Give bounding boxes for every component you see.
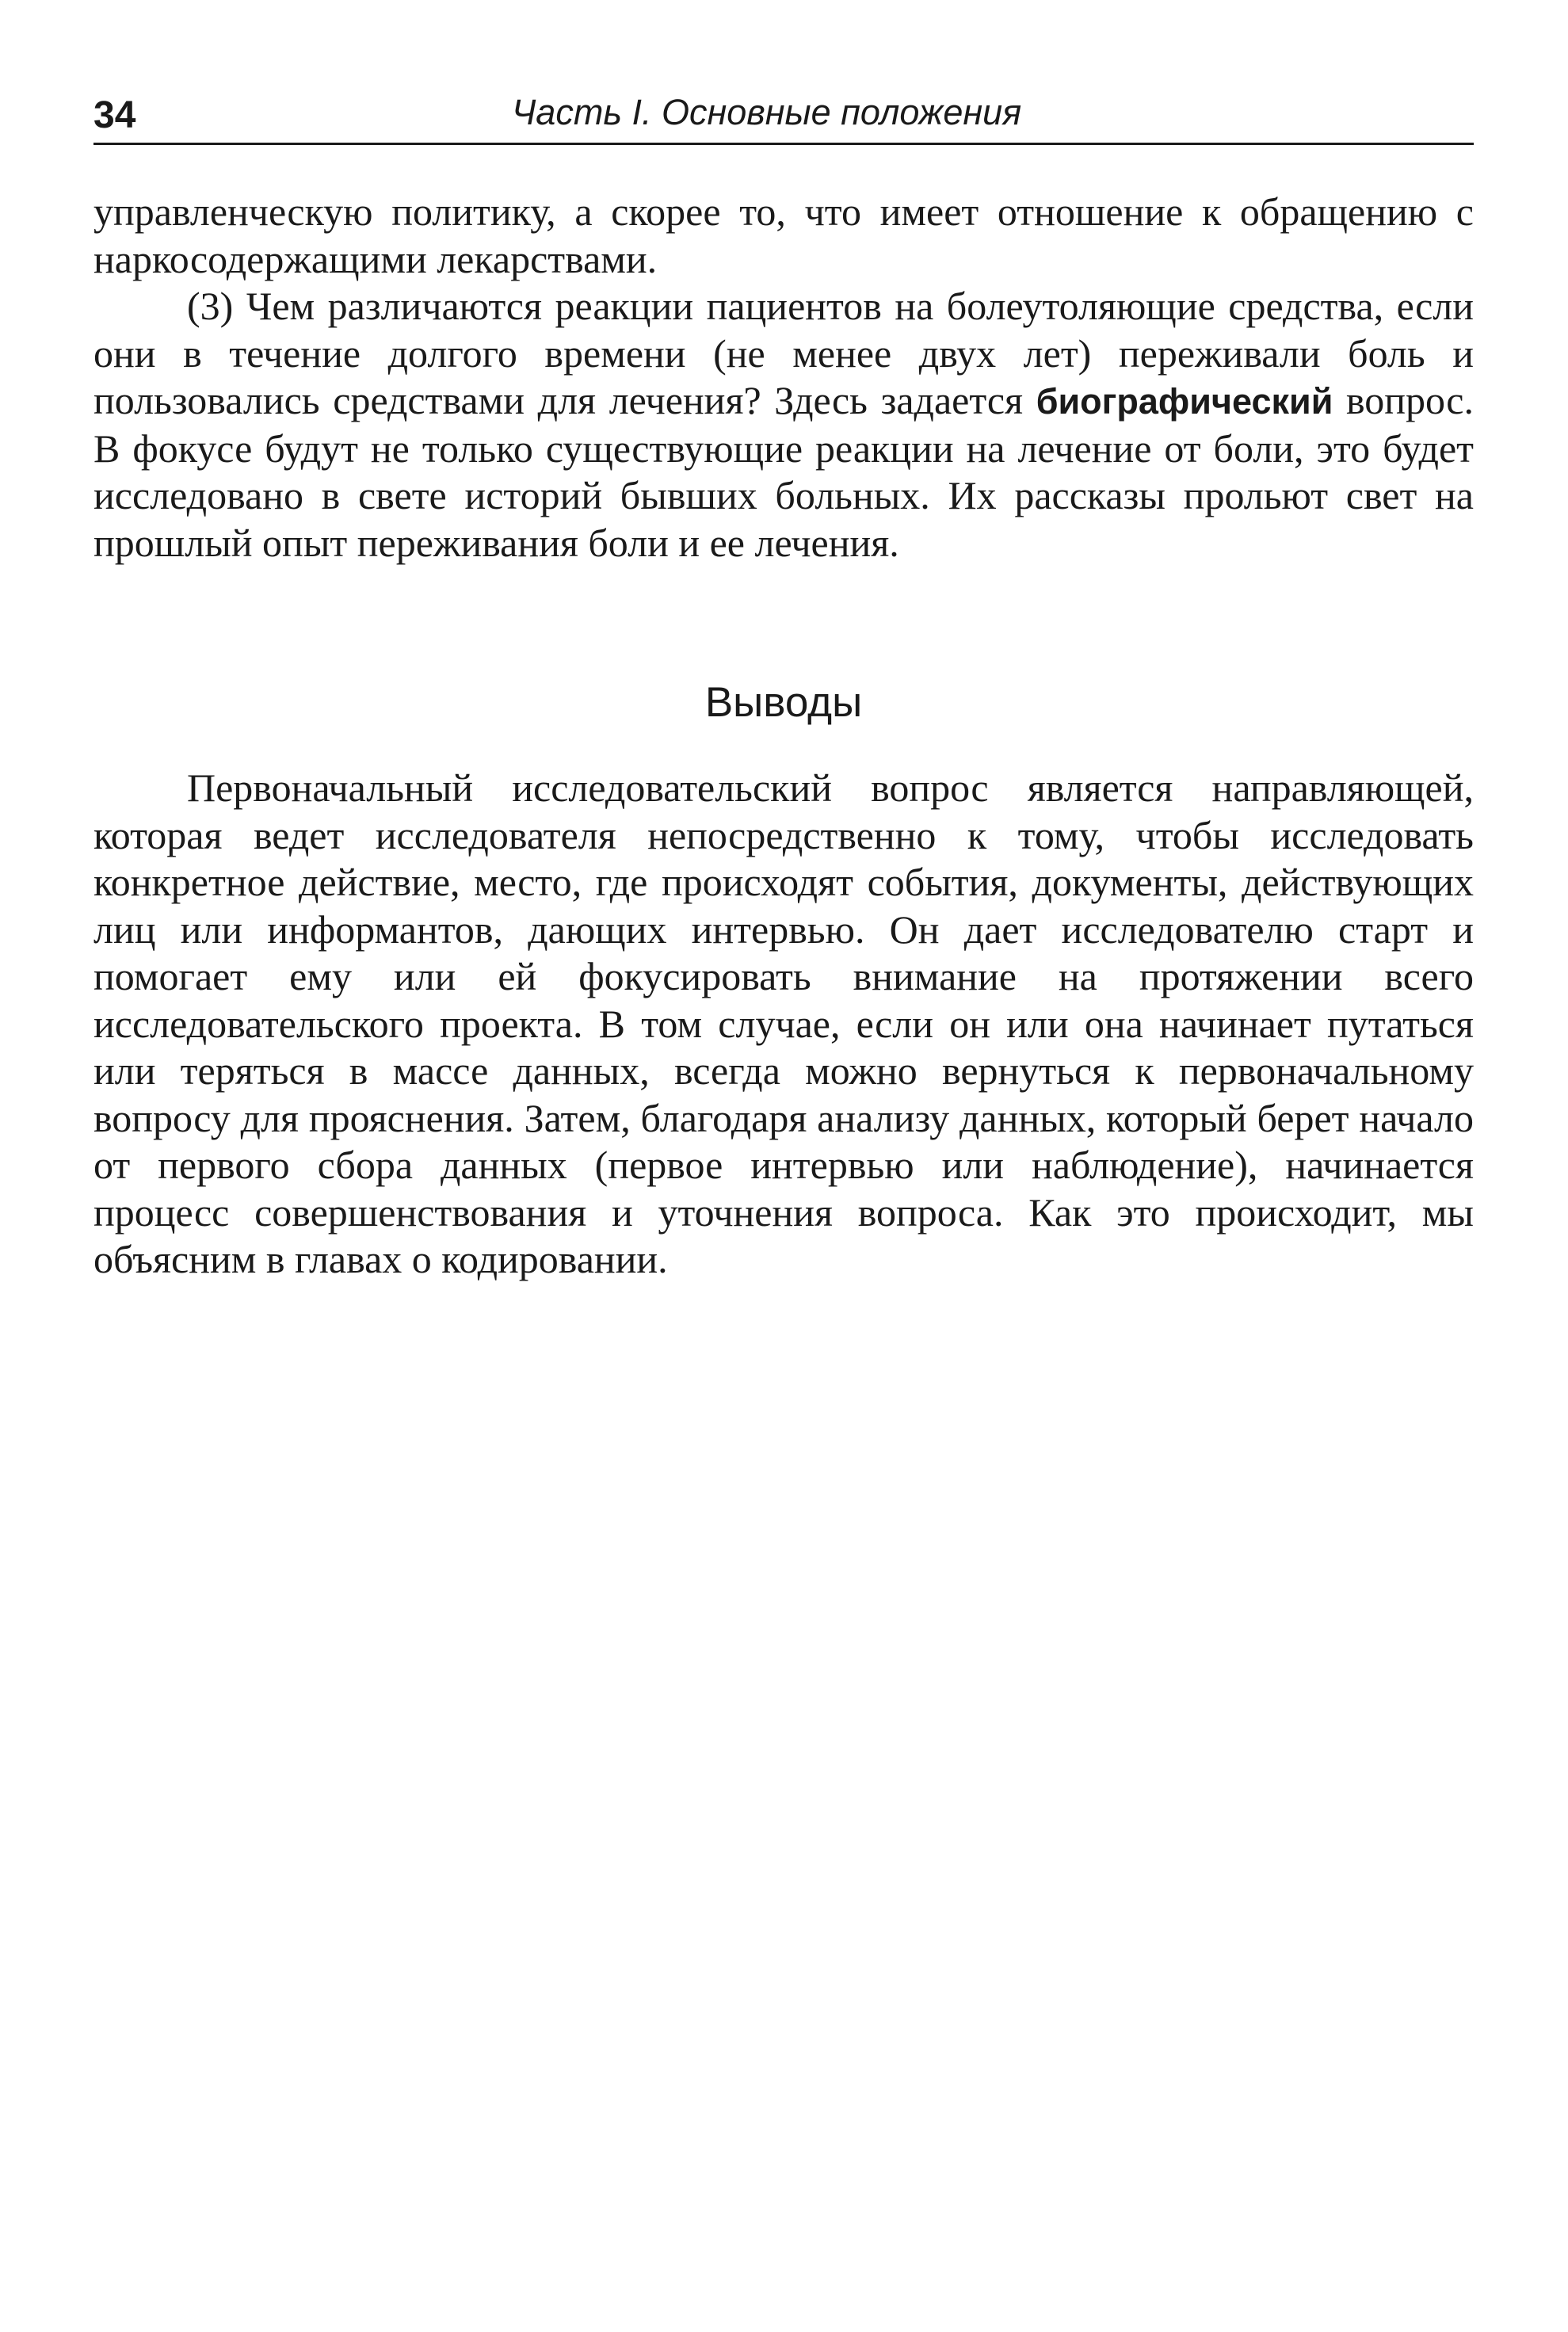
- paragraph-text: (3) Чем различаются реакции пациентов на болеутоляющие средства, если они в течение долгого времени (не менее двух лет) переживали боль и пользовались средствами для лечения? Здесь задается: [93, 284, 1474, 422]
- section-heading: Выводы: [704, 679, 863, 726]
- running-title: Часть I. Основные положения: [512, 92, 1022, 132]
- bold-term: биографический: [1036, 381, 1333, 422]
- paragraph-conclusions: Первоначальный исследовательский вопрос является направляющей, которая ведет исследователя непосредственно к тому, чтобы исследовать конкретное действие, место, где происходят события, документы, действующих лиц или информантов, дающих интервью. Он дает исследователю старт и помогает ему или ей фокусировать внимание на протяжении всего исследовательского проекта. В том случае, если он или она начинает путаться или теряться в массе данных, всегда можно вернуться к первоначальному вопросу для прояснения. Затем, благодаря анализу данных, который берет начало от первого сбора данных (первое интервью или наблюдение), начинается процесс совершенствования и уточнения вопроса. Как это происходит, мы объясним в главах о кодировании.: [93, 765, 1474, 1281]
- paragraph-question-3: [93, 283, 1474, 567]
- page-number: 34: [93, 94, 136, 136]
- running-head: [93, 89, 1474, 145]
- paragraph-text: вопрос. В фокусе будут не только существующие реакции на лечение от боли, это будет исследовано в свете историй бывших больных. Их рассказы прольют свет на прошлый опыт переживания боли и ее лечения.: [93, 378, 1474, 565]
- paragraph-continuation: управленческую политику, а скорее то, что имеет отношение к обращению с наркосодержащими лекарствами.: [93, 189, 1474, 281]
